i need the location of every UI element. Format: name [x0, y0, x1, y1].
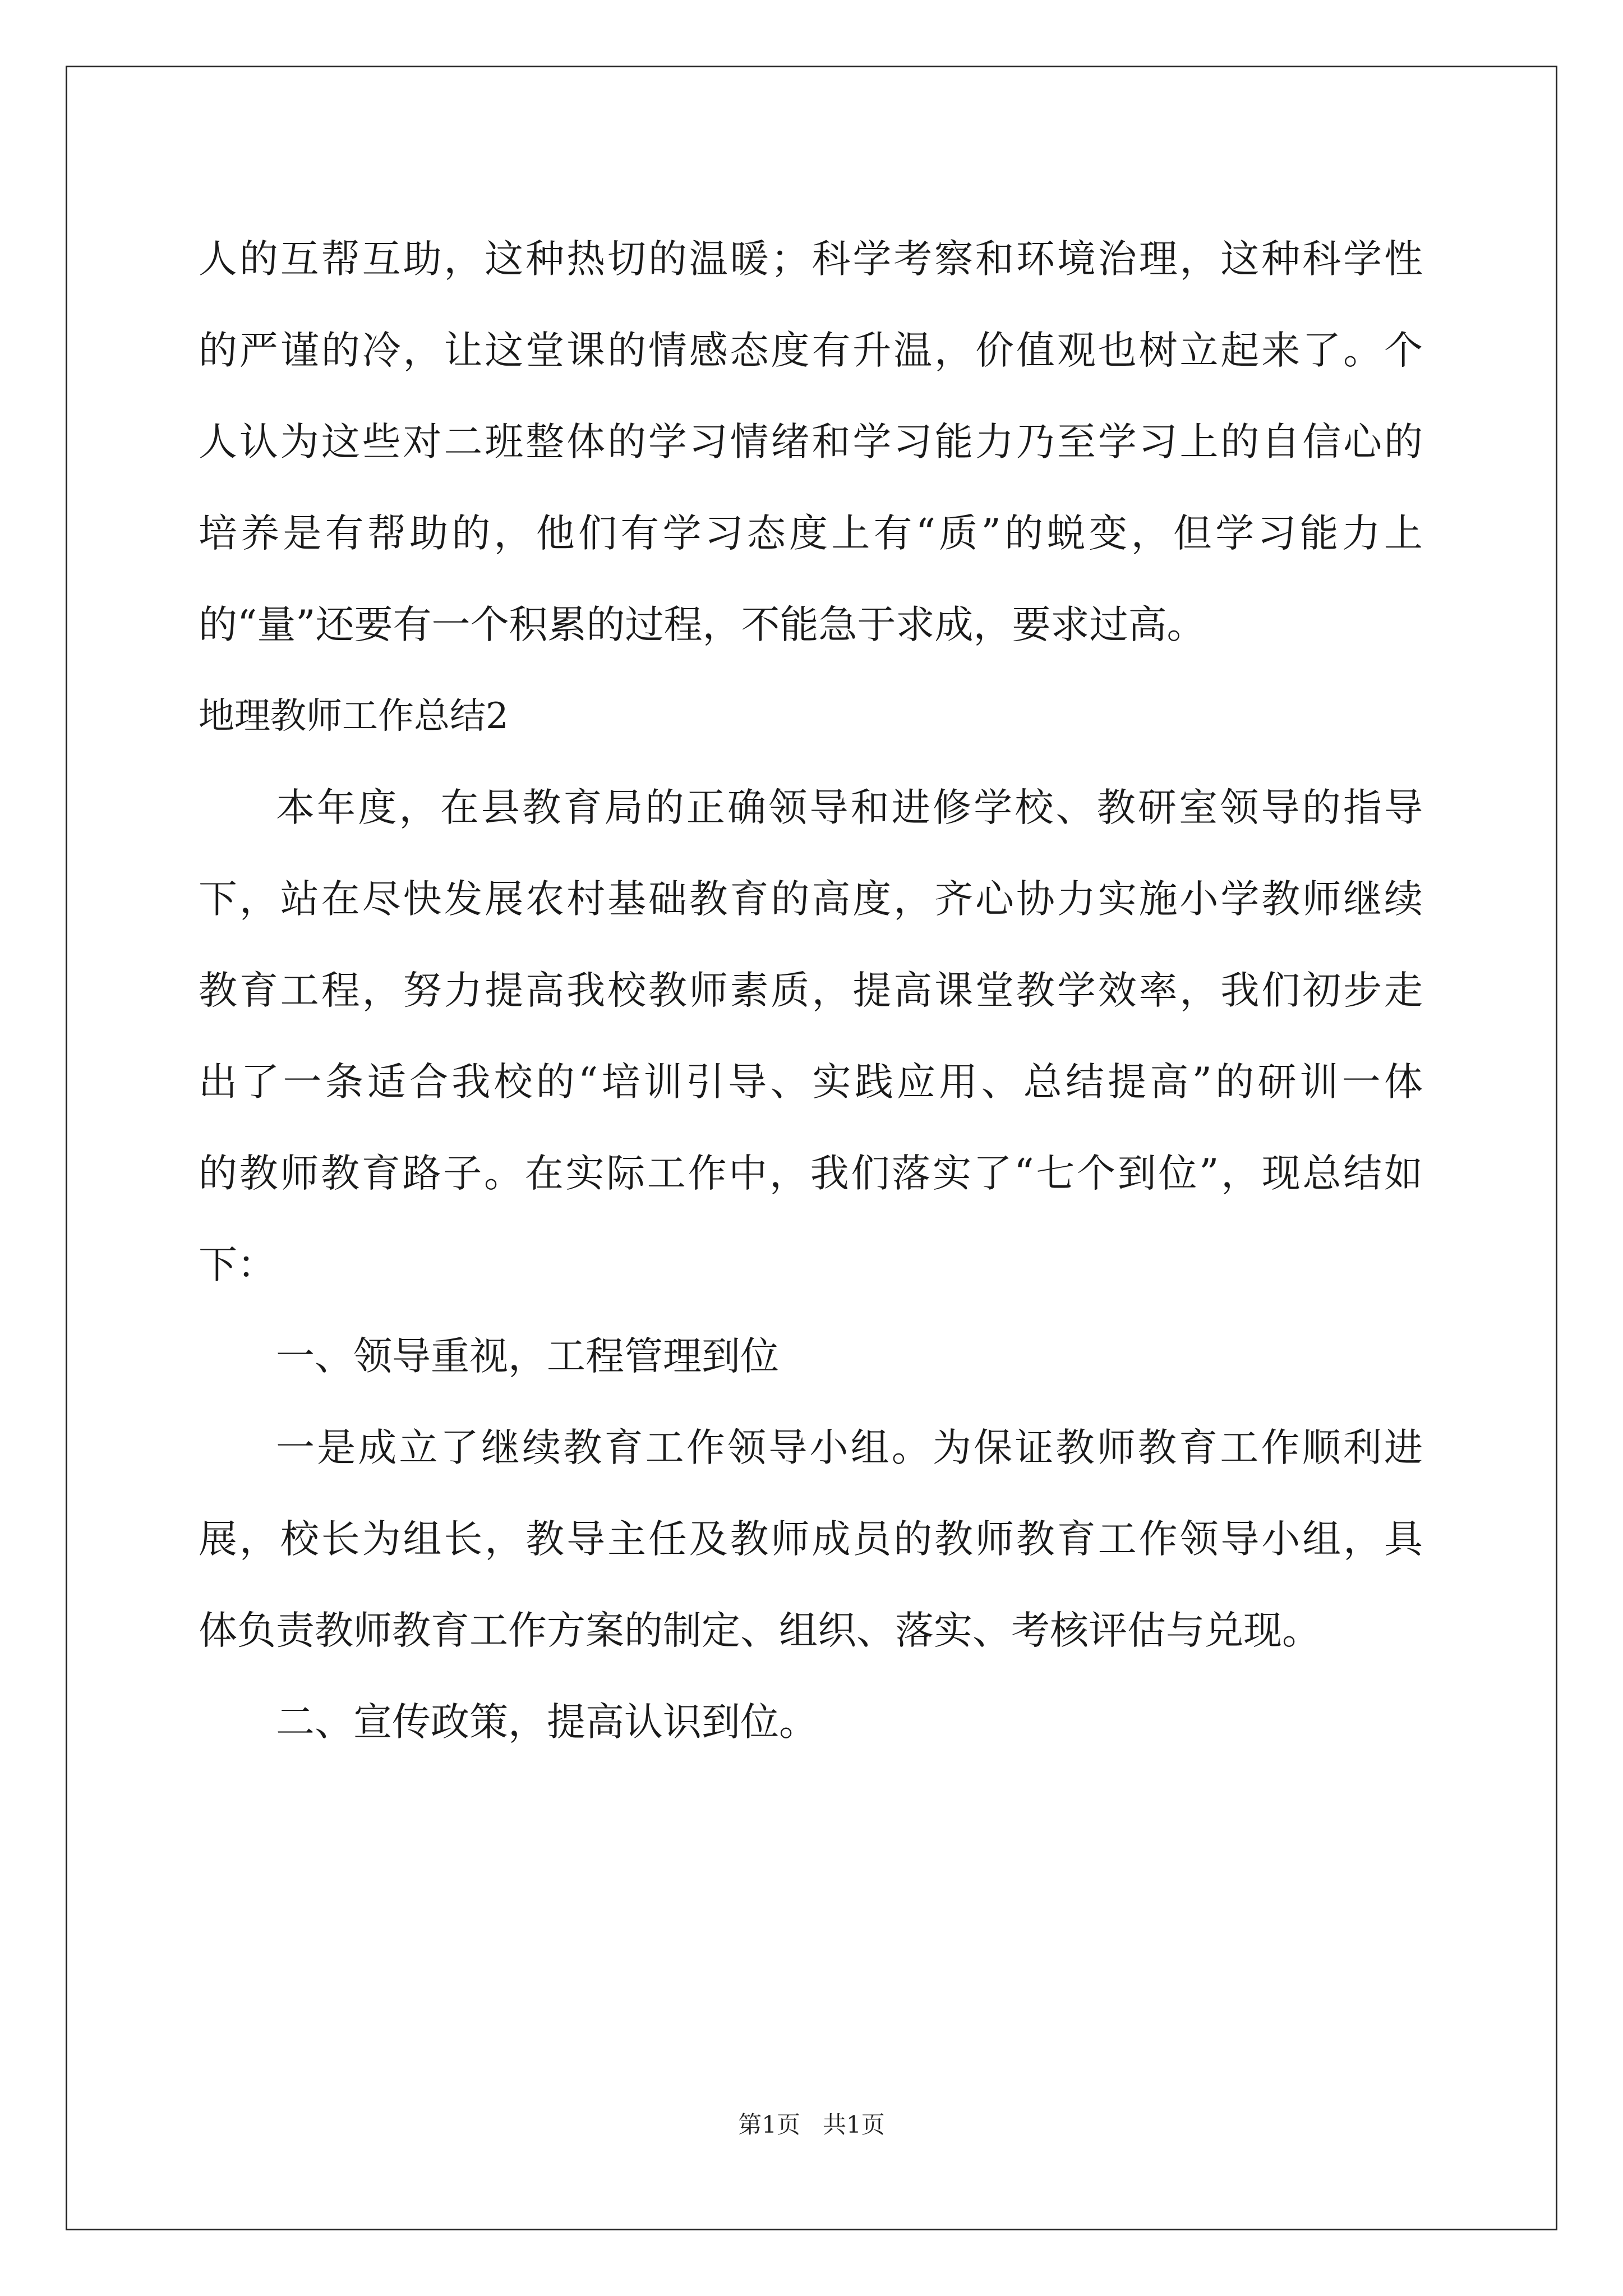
paragraph-line: 本年度，在县教育局的正确领导和进修学校、教研室领导的指导	[276, 785, 1423, 830]
paragraph-line: 下：	[199, 1243, 276, 1287]
paragraph-line: 教育工程，努力提高我校教师素质，提高课堂教学效率，我们初步走	[199, 968, 1423, 1013]
section-title: 地理教师工作总结2	[199, 696, 509, 737]
document-body	[199, 214, 1423, 1768]
paragraph-line: 一是成立了继续教育工作领导小组。为保证教师教育工作顺利进	[276, 1425, 1423, 1470]
paragraph-line: 培养是有帮助的，他们有学习态度上有“质”的蜕变，但学习能力上	[199, 511, 1423, 556]
paragraph-line: 出了一条适合我校的“培训引导、实践应用、总结提高”的研训一体	[199, 1060, 1423, 1105]
page-number: 第1页 共1页	[738, 2111, 885, 2138]
paragraph-line: 下，站在尽快发展农村基础教育的高度，齐心协力实施小学教师继续	[199, 877, 1423, 922]
paragraph-line: 的“量”还要有一个积累的过程，不能急于求成，要求过高。	[199, 602, 1206, 647]
paragraph-line: 体负责教师教育工作方案的制定、组织、落实、考核评估与兑现。	[199, 1608, 1321, 1653]
paragraph-line: 人的互帮互助，这种热切的温暖；科学考察和环境治理，这种科学性	[199, 237, 1423, 282]
paragraph-line: 展，校长为组长，教导主任及教师成员的教师教育工作领导小组，具	[199, 1517, 1423, 1562]
list-heading: 二、宣传政策，提高认识到位。	[276, 1700, 818, 1745]
paragraph-line: 的严谨的冷，让这堂课的情感态度有升温，价值观也树立起来了。个	[199, 328, 1423, 373]
list-heading: 一、领导重视，工程管理到位	[276, 1334, 779, 1379]
paragraph-line: 人认为这些对二班整体的学习情绪和学习能力乃至学习上的自信心的	[199, 420, 1423, 464]
paragraph-line: 的教师教育路子。在实际工作中，我们落实了“七个到位”，现总结如	[199, 1151, 1423, 1196]
